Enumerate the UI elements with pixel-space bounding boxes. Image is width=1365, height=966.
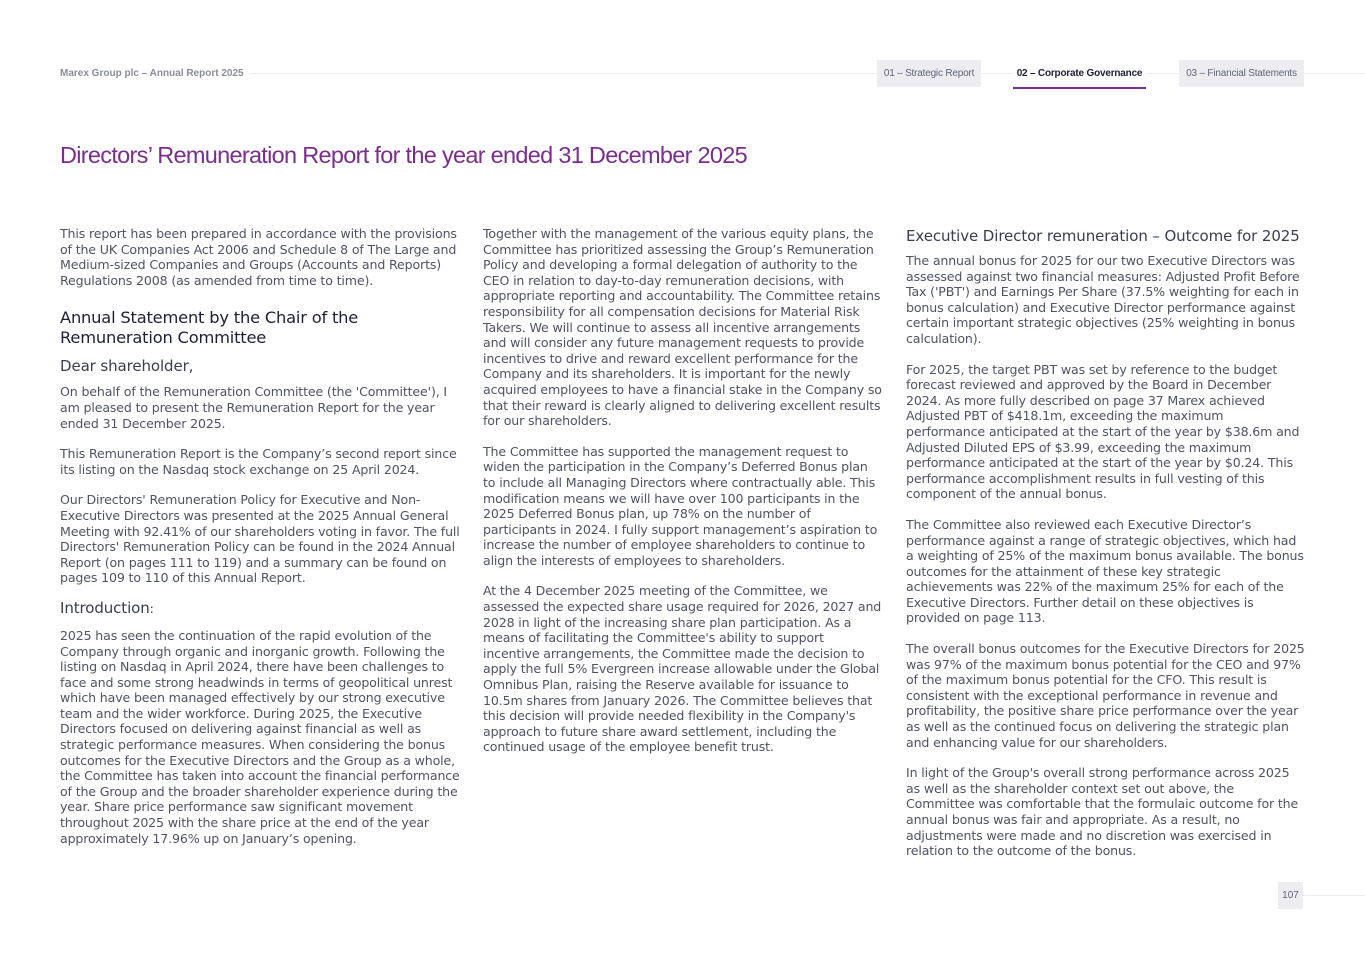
outcome-heading: Executive Director remuneration – Outcome for 2025 <box>906 227 1300 245</box>
introduction-heading-colon: : <box>149 600 154 616</box>
paragraph: The overall bonus outcomes for the Executive Directors for 2025 was 97% of the maximum bonus potential for the CEO and 97% of the maximum bonus potential for the CFO. This result is consistent with the exceptional performance in revenue and profitability, the positive share price performance over the year as well as the continued focus on delivering the strategic plan and enhancing value for our shareholders. <box>906 641 1305 750</box>
tab-financial-statements[interactable]: 03 – Financial Statements <box>1179 60 1304 87</box>
paragraph: This Remuneration Report is the Company’s second report since its listing on the Nasdaq stock exchange on 25 April 2024. <box>60 446 457 477</box>
tab-strategic-report[interactable]: 01 – Strategic Report <box>877 60 981 87</box>
introduction-heading-text: Introduction <box>60 598 150 617</box>
paragraph: The Committee also reviewed each Executive Director’s performance against a range of strategic objectives, which had a weighting of 25% of the maximum bonus available. The bonus outcomes for the attainment of these key strategic achievements was 22% of the maximum 25% for each of the Executive Directors. Further detail on these objectives is provided on page 113. <box>906 516 1304 626</box>
tab-corporate-governance[interactable]: 02 – Corporate Governance <box>1013 60 1146 89</box>
footer-divider <box>1303 895 1365 896</box>
intro-paragraph: This report has been prepared in accordance with the provisions of the UK Companies Act 2006 and Schedule 8 of The Large and Medium-sized Companies and Groups (Accounts and Reports) Regulations 2008 (as amended from time to time). <box>60 226 457 288</box>
column-left <box>60 226 460 846</box>
paragraph: On behalf of the Remuneration Committee (the 'Committee'), I am pleased to present the Remuneration Report for the year ended 31 December 2025. <box>60 384 447 431</box>
paragraph: In light of the Group's overall strong performance across 2025 as well as the shareholder context set out above, the Committee was comfortable that the formulaic outcome for the annual bonus was fair and appropriate. As a result, no adjustments were made and no discretion was exercised in relation to the outcome of the bonus. <box>906 765 1299 859</box>
paragraph: The Committee has supported the management request to widen the participation in the Company’s Deferred Bonus plan to include all Managing Directors where contractually able. This modification means we will have over 100 participants in the 2025 Deferred Bonus plan, up 78% on the number of participants in 2024. I fully support management’s aspiration to increase the number of employee shareholders to continue to align the interests of employees to shareholders. <box>483 443 878 568</box>
annual-statement-heading: Annual Statement by the Chair of the Remuneration Committee <box>60 308 359 348</box>
introduction-heading <box>60 598 460 619</box>
column-middle <box>483 226 883 755</box>
paragraph: At the 4 December 2025 meeting of the Committee, we assessed the expected share usage required for 2026, 2027 and 2028 in light of the increasing share plan participation. As a means of facilitating the Committee's ability to support incentive arrangements, the Committee made the decision to apply the full 5% Evergreen increase allowable under the Global Omnibus Plan, raising the Reserve available for issuance to 10.5m shares from January 2026. The Committee believes that this decision will provide needed flexibility in the Company's approach to future share award settlement, including the continued usage of the employee benefit trust. <box>483 583 882 755</box>
page-number: 107 <box>1278 882 1303 909</box>
paragraph: The annual bonus for 2025 for our two Executive Directors was assessed against two financial measures: Adjusted Profit Before Tax ('PBT') and Earnings Per Share (37.5% weighting for each in bonus calculation) and Executive Director performance against certain important strategic objectives (25% weighting in bonus calculation). <box>906 253 1300 346</box>
paragraph: Our Directors' Remuneration Policy for Executive and Non-Executive Directors was presented at the 2025 Annual General Meeting with 92.41% of our shareholders voting in favor. The full Directors' Remuneration Policy can be found in the 2024 Annual Report (on pages 111 to 119) and a summary can be found on pages 109 to 110 of this Annual Report. <box>60 492 460 586</box>
column-right <box>906 226 1306 859</box>
page-title: Directors’ Remuneration Report for the year ended 31 December 2025 <box>60 142 748 168</box>
salutation: Dear shareholder, <box>60 357 194 376</box>
paragraph: 2025 has seen the continuation of the rapid evolution of the Company through organic and inorganic growth. Following the listing on Nasdaq in April 2024, there have been challenges to face and some strong headwinds in terms of geopolitical unrest which have been managed effectively by our strong executive team and the wider workforce. During 2025, the Executive Directors focused on delivering against financial as well as strategic performance measures. When considering the bonus outcomes for the Executive Directors and the Group as a whole, the Committee has taken into account the financial performance of the Group and the broader shareholder experience during the year. Share price performance saw significant movement throughout 2025 with the share price at the end of the year approximately 17.96% up on January’s opening. <box>60 627 460 846</box>
report-name: Marex Group plc – Annual Report 2025 <box>60 68 244 79</box>
paragraph: For 2025, the target PBT was set by reference to the budget forecast reviewed and approved by the Board in December 2024. As more fully described on page 37 Marex achieved Adjusted PBT of $418.1m, exceeding the maximum performance anticipated at the start of the year by $38.6m and Adjusted Diluted EPS of $3.99, exceeding the maximum performance anticipated at the start of the year by $0.24. This performance accomplishment results in full vesting of this component of the annual bonus. <box>906 361 1300 502</box>
paragraph: Together with the management of the various equity plans, the Committee has prioritized assessing the Group’s Remuneration Policy and developing a formal delegation of authority to the CEO in relation to day-to-day remuneration decisions, with appropriate reporting and accountability. The Committee retains responsibility for all compensation decisions for Material Risk Takers. We will continue to assess all incentive arrangements and will consider any future management requests to provide incentives to drive and reward excellent performance for the Company and its shareholders. It is important for the newly acquired employees to have a financial stake in the Company so that their reward is clearly aligned to delivering excellent results for our shareholders. <box>483 226 882 429</box>
